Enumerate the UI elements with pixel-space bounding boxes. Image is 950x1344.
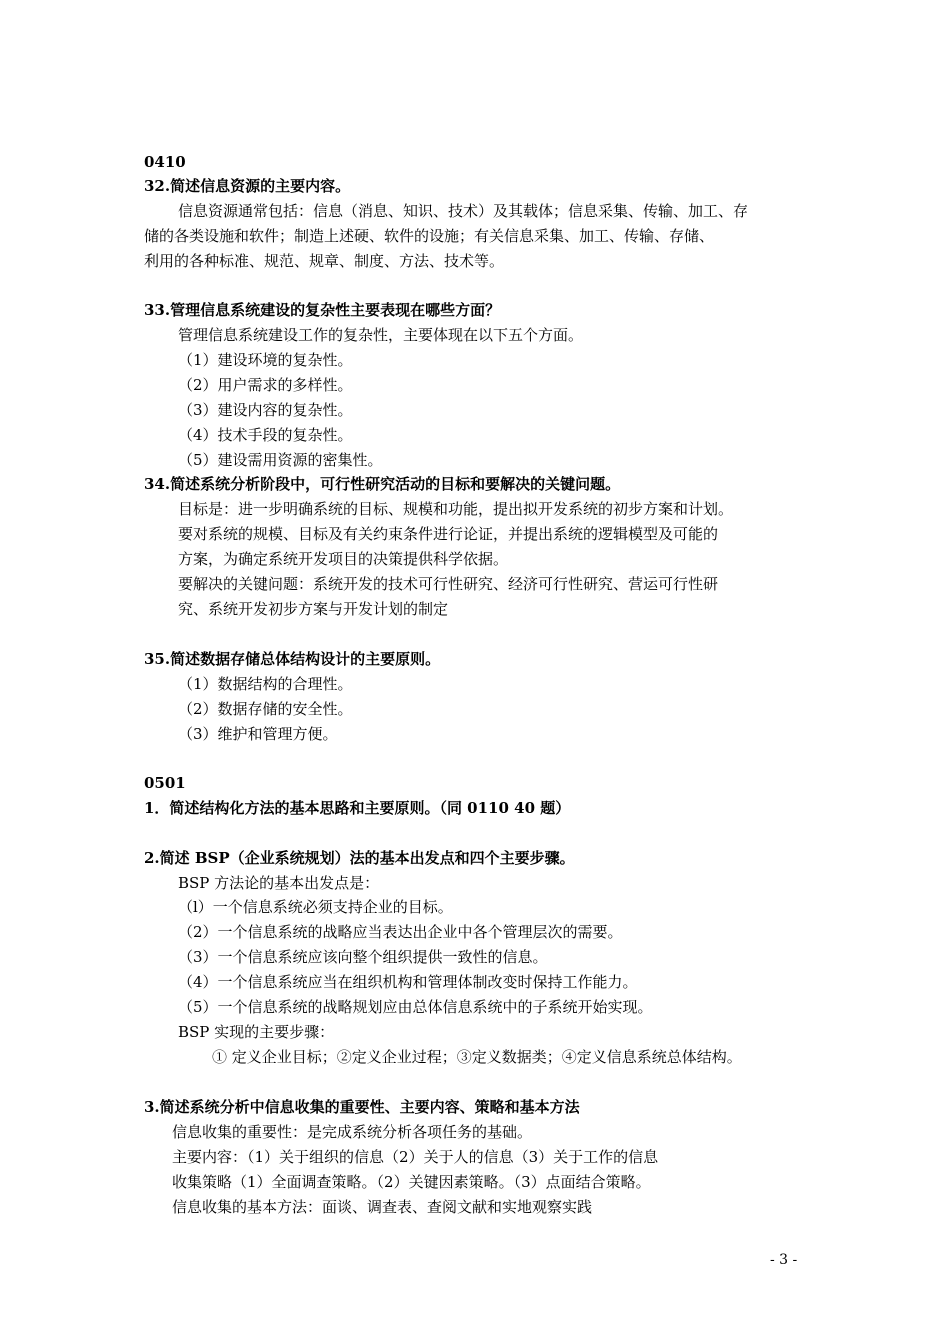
answer-line: 利用的各种标准、规范、规章、制度、方法、技术等。	[144, 252, 505, 270]
answer-list-item: （1）数据结构的合理性。	[178, 675, 353, 693]
answer-list-item: （2）用户需求的多样性。	[178, 376, 353, 394]
answer-list-item: （3）维护和管理方便。	[178, 725, 338, 743]
answer-list-item: （5）建设需用资源的密集性。	[178, 451, 383, 469]
answer-line: BSP 方法论的基本出发点是：	[178, 874, 380, 892]
answer-list-item: （3）建设内容的复杂性。	[178, 401, 353, 419]
answer-line: 主要内容：（1）关于组织的信息（2）关于人的信息（3）关于工作的信息	[172, 1148, 659, 1166]
answer-line: 信息收集的重要性：是完成系统分析各项任务的基础。	[172, 1123, 533, 1141]
answer-list-item: （3）一个信息系统应该向整个组织提供一致性的信息。	[178, 948, 548, 966]
answer-line: 要对系统的规模、目标及有关约束条件进行论证，并提出系统的逻辑模型及可能的	[178, 525, 719, 543]
page-number: - 3 -	[770, 1252, 798, 1268]
question-heading: 34.简述系统分析阶段中，可行性研究活动的目标和要解决的关键问题。	[144, 475, 621, 493]
answer-line: 目标是：进一步明确系统的目标、规模和功能，提出拟开发系统的初步方案和计划。	[178, 500, 734, 518]
answer-list-item: （2）一个信息系统的战略应当表达出企业中各个管理层次的需要。	[178, 923, 623, 941]
section-code: 0410	[144, 153, 186, 171]
answer-line: 要解决的关键问题：系统开发的技术可行性研究、经济可行性研究、营运可行性研	[178, 575, 719, 593]
answer-line: 收集策略（1）全面调查策略。（2）关键因素策略。（3）点面结合策略。	[172, 1173, 651, 1191]
question-heading: 2.简述 BSP（企业系统规划）法的基本出发点和四个主要步骤。	[144, 849, 575, 867]
answer-list-item: （l）一个信息系统必须支持企业的目标。	[178, 898, 453, 916]
question-heading: 33.管理信息系统建设的复杂性主要表现在哪些方面？	[144, 301, 501, 319]
answer-list-item: （5）一个信息系统的战略规划应由总体信息系统中的子系统开始实现。	[178, 998, 653, 1016]
answer-line: BSP 实现的主要步骤：	[178, 1023, 335, 1041]
answer-line: 方案，为确定系统开发项目的决策提供科学依据。	[178, 550, 509, 568]
question-heading: 32.简述信息资源的主要内容。	[144, 177, 351, 195]
answer-line: 储的各类设施和软件；制造上述硬、软件的设施；有关信息采集、加工、传输、存储、	[144, 227, 715, 245]
answer-list-item: （4）技术手段的复杂性。	[178, 426, 353, 444]
answer-line: ① 定义企业目标；②定义企业过程；③定义数据类；④定义信息系统总体结构。	[212, 1048, 742, 1066]
question-heading: 35.简述数据存储总体结构设计的主要原则。	[144, 650, 441, 668]
answer-line: 管理信息系统建设工作的复杂性，主要体现在以下五个方面。	[178, 326, 584, 344]
answer-line: 信息收集的基本方法：面谈、调查表、查阅文献和实地观察实践	[172, 1198, 593, 1216]
question-heading: 1．简述结构化方法的基本思路和主要原则。（同 0110 40 题）	[144, 799, 571, 817]
answer-list-item: （4）一个信息系统应当在组织机构和管理体制改变时保持工作能力。	[178, 973, 638, 991]
answer-list-item: （1）建设环境的复杂性。	[178, 351, 353, 369]
answer-line: 究、系统开发初步方案与开发计划的制定	[178, 600, 449, 618]
section-code: 0501	[144, 774, 186, 792]
answer-list-item: （2）数据存储的安全性。	[178, 700, 353, 718]
question-heading: 3.简述系统分析中信息收集的重要性、主要内容、策略和基本方法	[144, 1098, 580, 1116]
answer-line: 信息资源通常包括：信息（消息、知识、技术）及其载体；信息采集、传输、加工、存	[178, 202, 749, 220]
